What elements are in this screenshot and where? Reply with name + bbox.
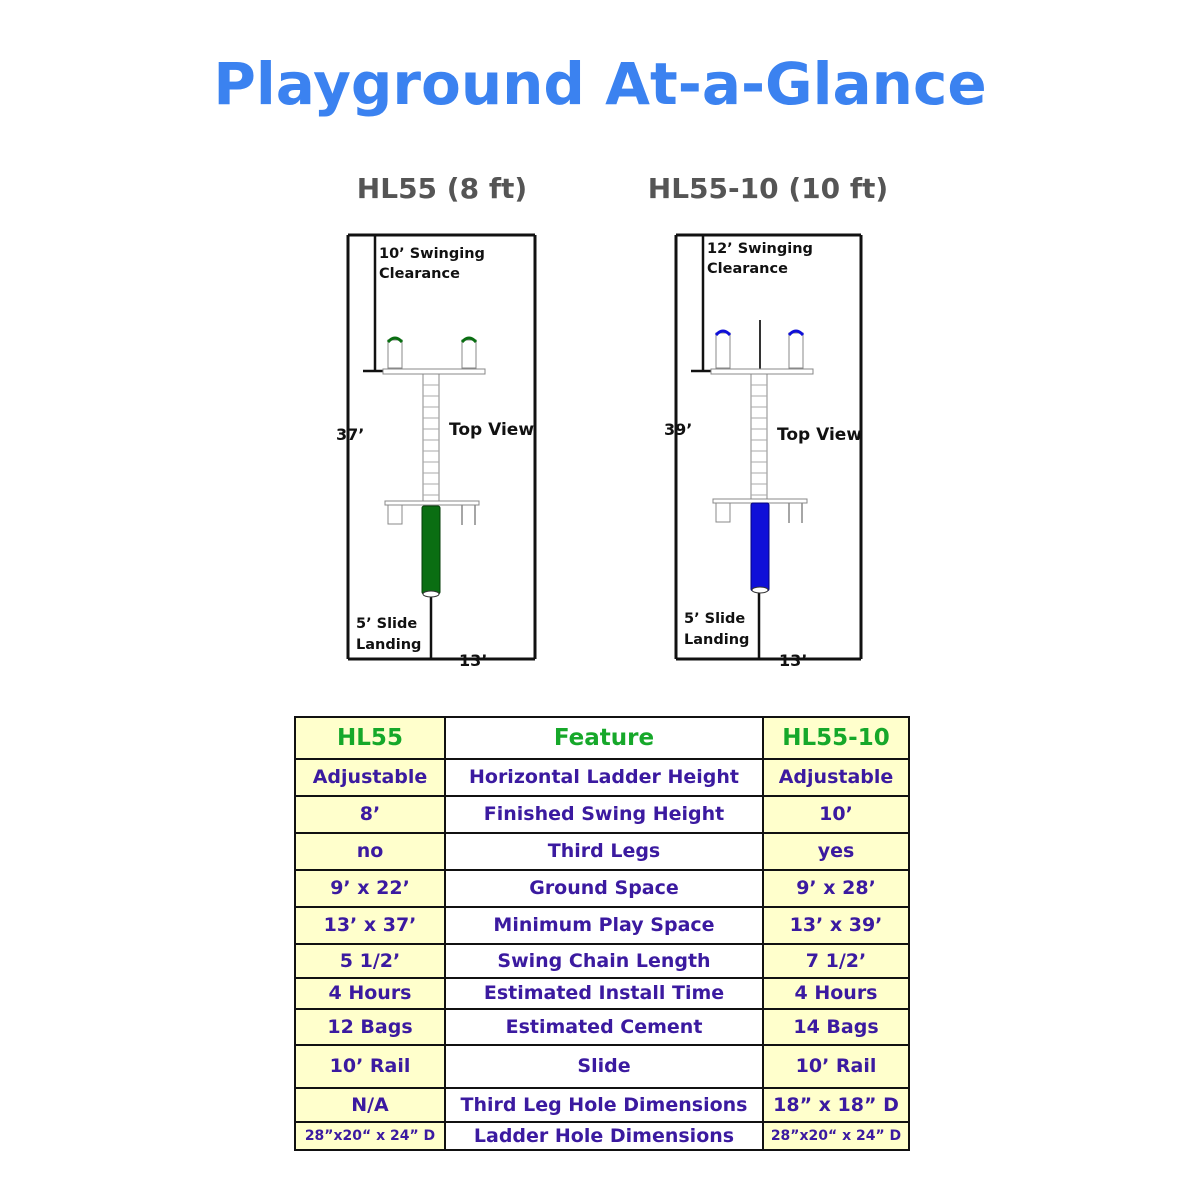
top-view-label: Top View: [449, 420, 535, 440]
diagram-svg-hl55: [335, 225, 595, 675]
cell-hl55: 5 1/2’: [295, 944, 445, 978]
cell-hl55-10: 7 1/2’: [763, 944, 909, 978]
clearance-label-line1: 10’ Swinging: [379, 246, 485, 262]
swing-seat-right: [789, 333, 803, 368]
length-label: 37’: [336, 425, 365, 444]
top-view-diagram-hl55: [335, 225, 595, 675]
clearance-label-line2: Clearance: [707, 261, 788, 277]
table-row: [295, 944, 909, 978]
cell-hl55: 13’ x 37’: [295, 907, 445, 944]
cell-feature: Swing Chain Length: [445, 944, 763, 978]
cell-hl55-10: 9’ x 28’: [763, 870, 909, 907]
cell-feature: Ladder Hole Dimensions: [445, 1122, 763, 1150]
diagram-svg-hl55-10: [663, 225, 923, 675]
table-row: [295, 1122, 909, 1150]
table-row: [295, 1045, 909, 1088]
cell-hl55-10: 4 Hours: [763, 978, 909, 1009]
horizontal-ladder: [751, 374, 767, 502]
top-view-label: Top View: [777, 425, 863, 445]
table-row: [295, 796, 909, 833]
cell-feature: Estimated Cement: [445, 1009, 763, 1045]
cell-hl55: no: [295, 833, 445, 870]
cell-hl55-10: 13’ x 39’: [763, 907, 909, 944]
width-label: 13’: [779, 651, 808, 670]
cell-hl55-10: 14 Bags: [763, 1009, 909, 1045]
cell-hl55: Adjustable: [295, 759, 445, 796]
lower-beam: [713, 499, 807, 503]
header-hl55-10: HL55-10: [763, 717, 909, 759]
table-row: [295, 870, 909, 907]
page-title: Playground At-a-Glance: [213, 50, 987, 118]
cell-hl55: 4 Hours: [295, 978, 445, 1009]
landing-label-line2: Landing: [684, 632, 750, 648]
swing-beam: [711, 369, 813, 374]
cell-feature: Finished Swing Height: [445, 796, 763, 833]
cell-hl55: N/A: [295, 1088, 445, 1122]
model-heading-hl55: HL55 (8 ft): [356, 172, 528, 205]
table-row: [295, 1009, 909, 1045]
cell-hl55: 8’: [295, 796, 445, 833]
cell-feature: Horizontal Ladder Height: [445, 759, 763, 796]
cell-feature: Minimum Play Space: [445, 907, 763, 944]
cell-hl55: 10’ Rail: [295, 1045, 445, 1088]
header-feature: Feature: [445, 717, 763, 759]
swing-seat-right: [462, 340, 476, 368]
cell-hl55-10: 10’ Rail: [763, 1045, 909, 1088]
table-row: [295, 978, 909, 1009]
comparison-table: [294, 716, 910, 1151]
table-row: [295, 907, 909, 944]
cell-feature: Ground Space: [445, 870, 763, 907]
lower-swing-left: [388, 505, 402, 524]
table-row: [295, 1088, 909, 1122]
slide-end: [752, 587, 768, 593]
landing-label-line1: 5’ Slide: [684, 611, 746, 627]
length-label: 39’: [664, 420, 693, 439]
swing-beam: [383, 369, 485, 374]
landing-label-line2: Landing: [356, 637, 422, 653]
cell-hl55-10: yes: [763, 833, 909, 870]
cell-feature: Third Legs: [445, 833, 763, 870]
cell-hl55: 28”x20“ x 24” D: [295, 1122, 445, 1150]
cell-hl55-10: Adjustable: [763, 759, 909, 796]
cell-hl55: 9’ x 22’: [295, 870, 445, 907]
cell-feature: Slide: [445, 1045, 763, 1088]
clearance-label-line1: 12’ Swinging: [707, 241, 813, 257]
table-header-row: [295, 717, 909, 759]
cell-feature: Estimated Install Time: [445, 978, 763, 1009]
landing-label-line1: 5’ Slide: [356, 616, 418, 632]
swing-seat-left: [388, 340, 402, 368]
header-hl55: HL55: [295, 717, 445, 759]
cell-hl55-10: 18” x 18” D: [763, 1088, 909, 1122]
lower-beam: [385, 501, 479, 505]
model-heading-hl55-10: HL55-10 (10 ft): [647, 172, 889, 205]
width-label: 13’: [459, 651, 488, 670]
lower-swing-left: [716, 503, 730, 522]
top-view-diagram-hl55-10: [663, 225, 923, 675]
slide: [751, 503, 769, 591]
table-row: [295, 833, 909, 870]
swing-seat-left: [716, 333, 730, 368]
table-row: [295, 759, 909, 796]
cell-hl55-10: 28”x20“ x 24” D: [763, 1122, 909, 1150]
slide: [422, 506, 440, 594]
clearance-label-line2: Clearance: [379, 266, 460, 282]
cell-hl55: 12 Bags: [295, 1009, 445, 1045]
cell-feature: Third Leg Hole Dimensions: [445, 1088, 763, 1122]
cell-hl55-10: 10’: [763, 796, 909, 833]
slide-end: [423, 591, 439, 597]
